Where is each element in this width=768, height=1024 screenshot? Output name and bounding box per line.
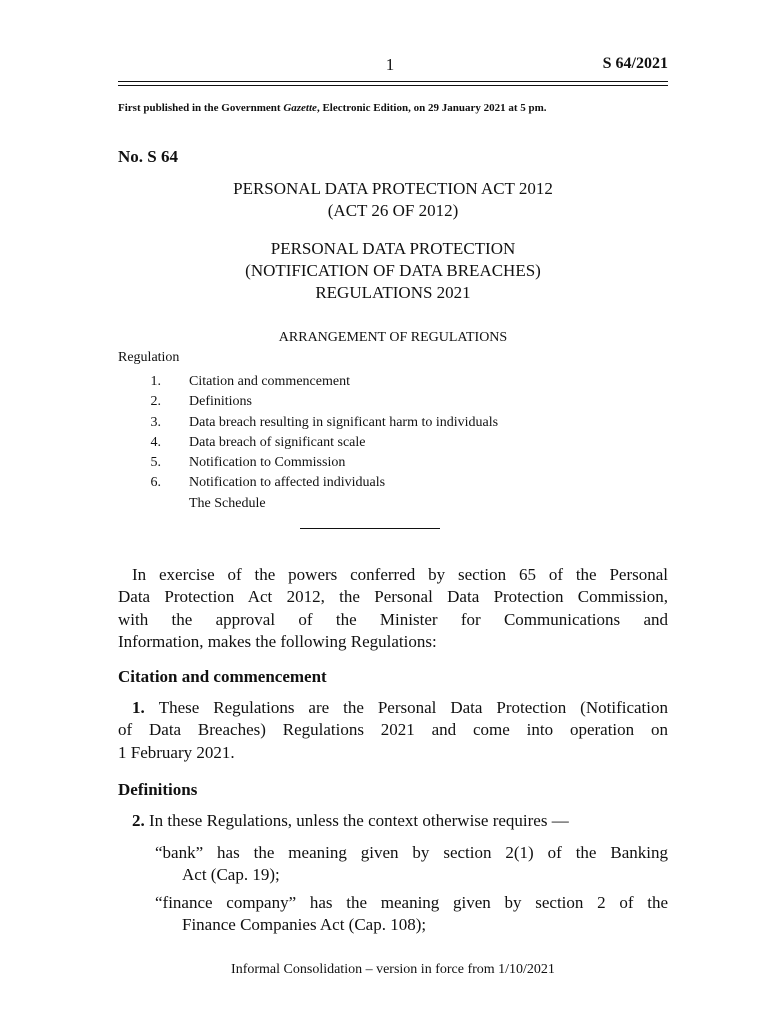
section-2-intro: 2. In these Regulations, unless the context otherwise requires —	[132, 811, 569, 830]
toc-schedule: The Schedule	[189, 495, 266, 511]
preamble: In exercise of the powers conferred by section 65 of the Personal Data Protection Act 2012, the Personal Data Protection Commission, with the approval of the Minister for Communications and Information, makes the following Regulations:	[118, 565, 668, 651]
publication-note: First published in the Government Gazette, Electronic Edition, on 29 January 2021 at 5 pm.	[118, 102, 547, 114]
header-rule-bottom	[118, 85, 668, 86]
toc-item: 3. Data breach resulting in significant harm to individuals	[150, 414, 499, 430]
regulation-column-label: Regulation	[118, 350, 180, 365]
notice-number: No. S 64	[118, 147, 178, 166]
regulations-title: PERSONAL DATA PROTECTION (NOTIFICATION OF DATA BREACHES) REGULATIONS 2021	[245, 239, 541, 302]
section-2-heading: Definitions	[118, 780, 198, 799]
section-divider	[300, 528, 440, 529]
footer-consolidation-note: Informal Consolidation – version in force from 1/10/2021	[231, 962, 555, 977]
toc-item: 5. Notification to Commission	[150, 455, 346, 471]
definition-bank: “bank” has the meaning given by section 2(1) of the Banking Act (Cap. 19);	[155, 843, 668, 885]
section-1-body: 1. These Regulations are the Personal Data Protection (Notification of Data Breaches) Regulations 2021 and come into operation on 1 February 2021.	[118, 698, 668, 762]
arrangement-list	[118, 372, 498, 514]
section-1-heading: Citation and commencement	[118, 667, 327, 686]
header-rule-top	[118, 81, 668, 82]
toc-item: 1. Citation and commencement	[150, 374, 350, 389]
document-number: S 64/2021	[602, 55, 668, 72]
page-number: 1	[385, 55, 395, 74]
toc-item: 2. Definitions	[150, 394, 252, 410]
arrangement-heading: ARRANGEMENT OF REGULATIONS	[278, 330, 508, 345]
act-title: PERSONAL DATA PROTECTION ACT 2012 (ACT 26 OF 2012)	[233, 179, 553, 220]
toc-item: 6. Notification to affected individuals	[150, 475, 386, 491]
toc-item: 4. Data breach of significant scale	[150, 434, 366, 450]
definition-finance-company: “finance company” has the meaning given by section 2 of the Finance Companies Act (Cap. 108);	[155, 893, 668, 935]
